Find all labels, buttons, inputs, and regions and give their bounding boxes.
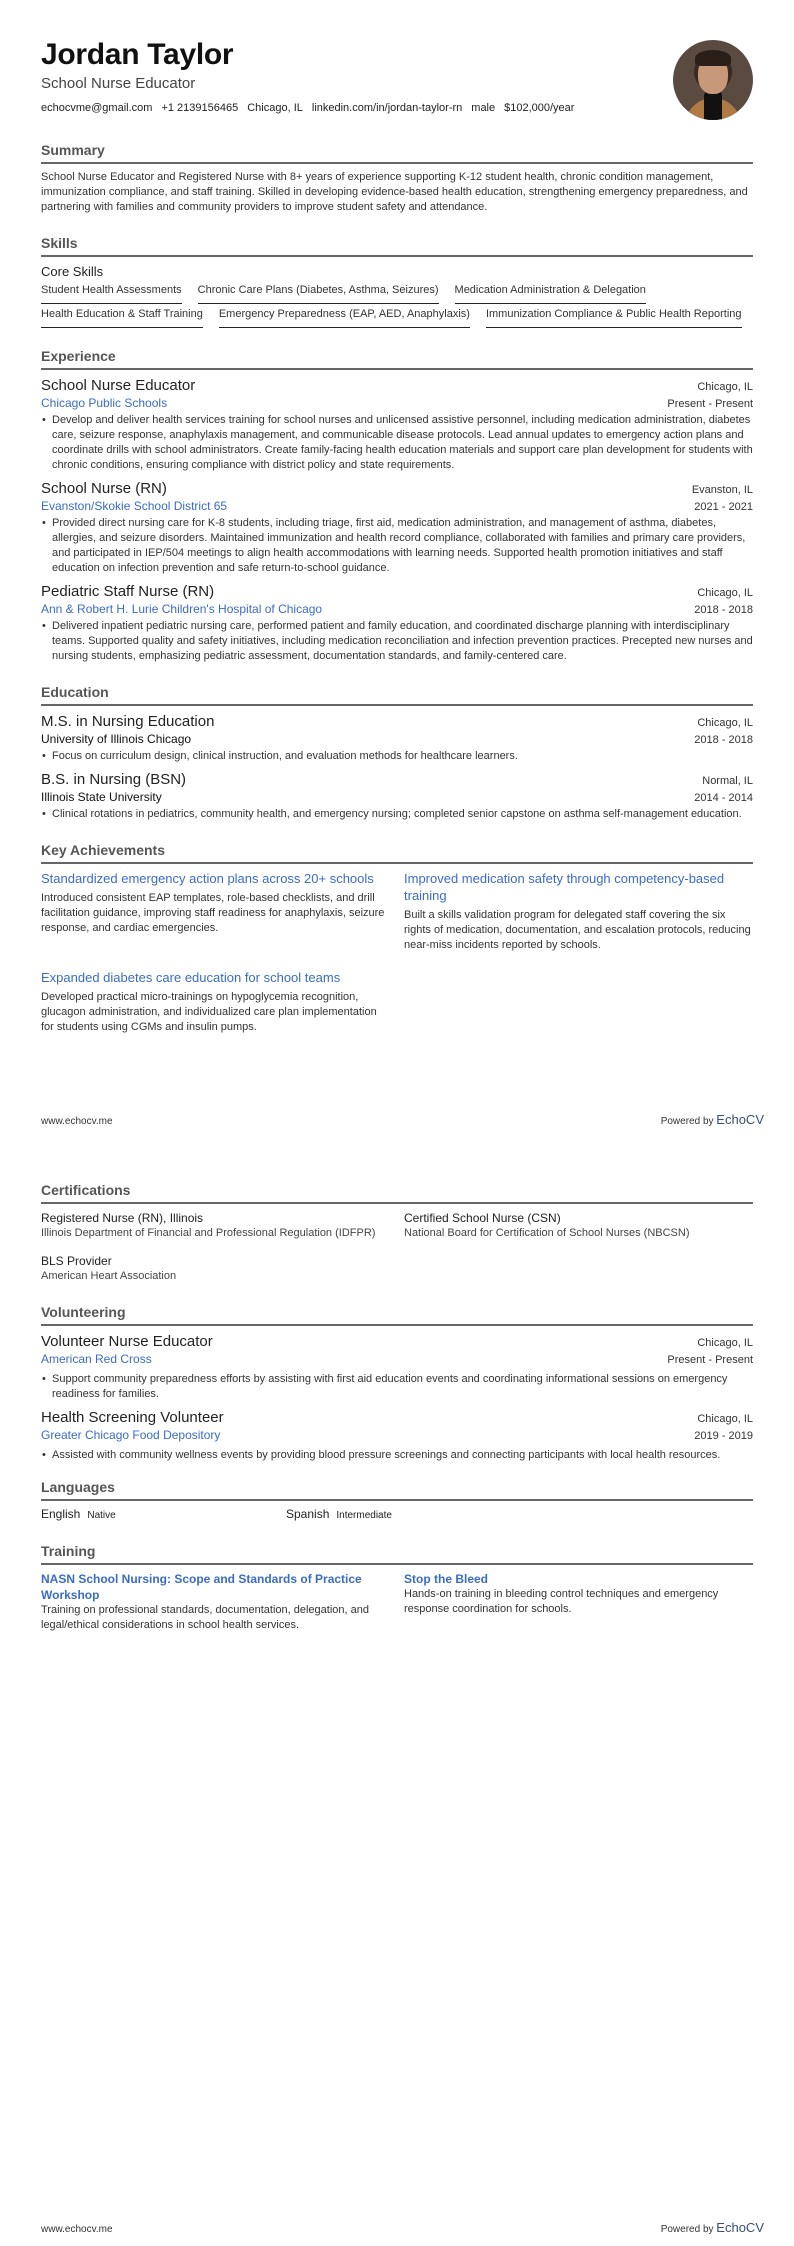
volunteer-bullet: • Support community preparedness efforts by assisting with first aid education events and coordinating informational sessions on emergency readiness for families. — [41, 1372, 753, 1402]
school-name: Illinois State University — [41, 790, 162, 804]
skill-tag: Chronic Care Plans (Diabetes, Asthma, Seizures) — [198, 284, 439, 304]
training-title: Stop the Bleed — [404, 1572, 489, 1586]
volunteer-role: Health Screening Volunteer — [41, 1409, 224, 1426]
certification-issuer: National Board for Certification of School Nurses (NBCSN) — [404, 1227, 690, 1239]
candidate-headline: School Nurse Educator — [41, 75, 196, 92]
education-bullet: • Focus on curriculum design, clinical instruction, and evaluation methods for healthcare learners. — [41, 749, 753, 764]
language-level: Intermediate — [336, 1510, 392, 1521]
certification-item — [41, 1210, 390, 1241]
achievement-title: Standardized emergency action plans across 20+ schools — [41, 871, 374, 886]
achievement-item — [404, 870, 753, 953]
skill-tag: Health Education & Staff Training — [41, 308, 203, 328]
echocv-brand[interactable]: EchoCV — [716, 1112, 764, 1127]
training-desc: Training on professional standards, documentation, delegation, and legal/ethical considerations in school health services. — [41, 1604, 369, 1631]
training-desc: Hands-on training in bleeding control techniques and emergency response coordination for schools. — [404, 1588, 719, 1615]
avatar — [673, 40, 753, 120]
section-title-languages: Languages — [41, 1479, 753, 1501]
volunteer-org[interactable]: Greater Chicago Food Depository — [41, 1428, 221, 1442]
achievement-item — [41, 969, 390, 1035]
degree: B.S. in Nursing (BSN) — [41, 771, 187, 788]
training-grid — [41, 1571, 753, 1633]
volunteer-entry — [41, 1332, 753, 1402]
language-item — [286, 1507, 531, 1521]
certification-name: Certified School Nurse (CSN) — [404, 1211, 561, 1225]
degree: M.S. in Nursing Education — [41, 713, 215, 730]
summary-text: School Nurse Educator and Registered Nurse with 8+ years of experience supporting K-12 student health, chronic condition management, immunization compliance, and staff training. Skilled in developing evidence-based health education, strengthening emergency preparedness, and partnering with families and community providers to improve student safety and attendance. — [41, 171, 748, 213]
school-location: Chicago, IL — [697, 717, 753, 729]
resume-page-2 — [0, 1150, 794, 2246]
footer-powered-by: Powered by EchoCV — [660, 2220, 764, 2235]
section-title-volunteering: Volunteering — [41, 1304, 753, 1326]
contact-info — [41, 102, 753, 114]
job-location: Evanston, IL — [691, 484, 753, 496]
contact-location: Chicago, IL — [247, 102, 303, 114]
school-location: Normal, IL — [702, 775, 753, 787]
achievements-section — [41, 842, 753, 1045]
volunteer-role: Volunteer Nurse Educator — [41, 1333, 213, 1350]
skills-section — [41, 235, 753, 328]
skill-tag: Student Health Assessments — [41, 284, 182, 304]
section-title-achievements: Key Achievements — [41, 842, 753, 864]
footer-site-link[interactable]: www.echocv.me — [41, 2224, 113, 2235]
job-location: Chicago, IL — [697, 587, 753, 599]
education-dates: 2014 - 2014 — [694, 792, 753, 804]
experience-entry — [41, 479, 753, 576]
summary-section — [41, 142, 753, 215]
volunteer-bullet: • Assisted with community wellness events by providing blood pressure screenings and connecting participants with local health resources. — [41, 1448, 753, 1463]
language-name: English — [41, 1507, 81, 1521]
language-name: Spanish — [286, 1507, 330, 1521]
resume-header — [41, 38, 753, 128]
section-title-certifications: Certifications — [41, 1182, 753, 1204]
job-dates: 2021 - 2021 — [694, 501, 753, 513]
training-item — [41, 1571, 390, 1633]
job-bullet: • Develop and deliver health services training for school nurses and unlicensed assistive personnel, including medication administration, diabetes care, seizure response, anaphylaxis management, and communicable disease protocols. Lead annual updates to emergency action plans and coordinate drills with school administrators. Create family-facing health education materials and support care plan development for students with chronic conditions, ensuring compliance with district policy and state requirements. — [41, 413, 753, 473]
achievements-grid — [41, 864, 753, 1045]
volunteering-section — [41, 1304, 753, 1463]
achievement-desc: Introduced consistent EAP templates, role-based checklists, and drill facilitation guidance, improving staff readiness for anaphylaxis, seizure response, and cardiac emergencies. — [41, 892, 385, 934]
section-title-experience: Experience — [41, 348, 753, 370]
skill-tag: Emergency Preparedness (EAP, AED, Anaphylaxis) — [219, 308, 470, 328]
achievement-item — [41, 870, 390, 953]
job-employer[interactable]: Ann & Robert H. Lurie Children's Hospital of Chicago — [41, 602, 323, 616]
contact-gender: male — [471, 102, 496, 114]
languages-list — [41, 1507, 753, 1521]
section-title-skills: Skills — [41, 235, 753, 257]
certification-item — [404, 1210, 753, 1241]
job-title: School Nurse Educator — [41, 377, 196, 394]
echocv-brand[interactable]: EchoCV — [716, 2220, 764, 2235]
languages-section — [41, 1479, 753, 1521]
avatar-hair — [695, 50, 731, 66]
achievement-desc: Developed practical micro-trainings on hypoglycemia recognition, glucagon administration, and individualized care plan implementation for students using CGMs and insulin pumps. — [41, 991, 377, 1033]
volunteer-dates: 2019 - 2019 — [694, 1430, 753, 1442]
experience-section — [41, 348, 753, 664]
volunteer-org[interactable]: American Red Cross — [41, 1352, 152, 1366]
volunteer-location: Chicago, IL — [697, 1337, 753, 1349]
achievement-title: Improved medication safety through competency-based training — [404, 871, 725, 903]
contact-phone[interactable]: +1 2139156465 — [161, 102, 239, 114]
page-footer — [41, 1112, 764, 1127]
job-dates: 2018 - 2018 — [694, 604, 753, 616]
certification-name: Registered Nurse (RN), Illinois — [41, 1211, 204, 1225]
contact-salary: $102,000/year — [504, 102, 575, 114]
candidate-name: Jordan Taylor — [41, 38, 234, 71]
education-bullet: • Clinical rotations in pediatrics, community health, and emergency nursing; completed senior capstone on asthma self-management education. — [41, 807, 753, 822]
school-name: University of Illinois Chicago — [41, 732, 192, 746]
certification-issuer: American Heart Association — [41, 1270, 177, 1282]
section-title-education: Education — [41, 684, 753, 706]
education-entry — [41, 770, 753, 822]
page-footer — [41, 2220, 764, 2235]
job-employer[interactable]: Evanston/Skokie School District 65 — [41, 499, 228, 513]
section-title-training: Training — [41, 1543, 753, 1565]
section-title-summary: Summary — [41, 142, 753, 164]
job-bullet: • Provided direct nursing care for K-8 students, including triage, first aid, medication administration, and management of asthma, diabetes, allergies, and seizure disorders. Maintained immunization and health record compliance, collaborated with families and primary care providers, and participated in IEP/504 meetings to align health accommodations with learning needs. Supported health promotion initiatives and staff education on infection prevention and safe return-to-school guidance. — [41, 516, 753, 576]
job-employer[interactable]: Chicago Public Schools — [41, 396, 168, 410]
education-section — [41, 684, 753, 822]
certification-issuer: Illinois Department of Financial and Professional Regulation (IDFPR) — [41, 1227, 376, 1239]
training-item — [404, 1571, 753, 1633]
skill-tags — [41, 284, 753, 328]
training-title: NASN School Nursing: Scope and Standards of Practice Workshop — [41, 1572, 362, 1602]
certifications-section — [41, 1182, 753, 1290]
footer-powered-by: Powered by EchoCV — [660, 1112, 764, 1127]
education-dates: 2018 - 2018 — [694, 734, 753, 746]
job-dates: Present - Present — [667, 398, 753, 410]
language-item — [41, 1507, 286, 1521]
volunteer-location: Chicago, IL — [697, 1413, 753, 1425]
skill-tag: Immunization Compliance & Public Health Reporting — [486, 308, 742, 328]
certifications-grid — [41, 1204, 753, 1290]
job-bullet: • Delivered inpatient pediatric nursing care, performed patient and family education, and coordinated discharge planning with interdisciplinary teams. Supported quality and safety initiatives, including medication reconciliation and infection prevention practices. Precepted new nurses and nursing students, emphasizing pediatric assessment, documentation standards, and family-centered care. — [41, 619, 753, 664]
experience-entry — [41, 376, 753, 473]
skills-group-title: Core Skills — [41, 264, 104, 279]
avatar-turtleneck — [704, 90, 722, 120]
education-entry — [41, 712, 753, 764]
job-location: Chicago, IL — [697, 381, 753, 393]
volunteer-dates: Present - Present — [667, 1354, 753, 1366]
training-section — [41, 1543, 753, 1633]
job-title: Pediatric Staff Nurse (RN) — [41, 583, 215, 600]
job-title: School Nurse (RN) — [41, 480, 167, 497]
language-level: Native — [87, 1510, 116, 1521]
skill-tag: Medication Administration & Delegation — [455, 284, 646, 304]
achievement-title: Expanded diabetes care education for school teams — [41, 970, 341, 985]
footer-site-link[interactable]: www.echocv.me — [41, 1116, 113, 1127]
contact-linkedin[interactable]: linkedin.com/in/jordan-taylor-rn — [311, 102, 463, 114]
volunteer-entry — [41, 1408, 753, 1463]
achievement-desc: Built a skills validation program for delegated staff covering the six rights of medication, documentation, and escalation protocols, reducing near-miss incidents reported by schools. — [404, 909, 751, 951]
certification-name: BLS Provider — [41, 1254, 112, 1268]
experience-entry — [41, 582, 753, 664]
contact-email[interactable]: echocvme@gmail.com — [41, 102, 153, 114]
certification-item — [41, 1253, 390, 1284]
